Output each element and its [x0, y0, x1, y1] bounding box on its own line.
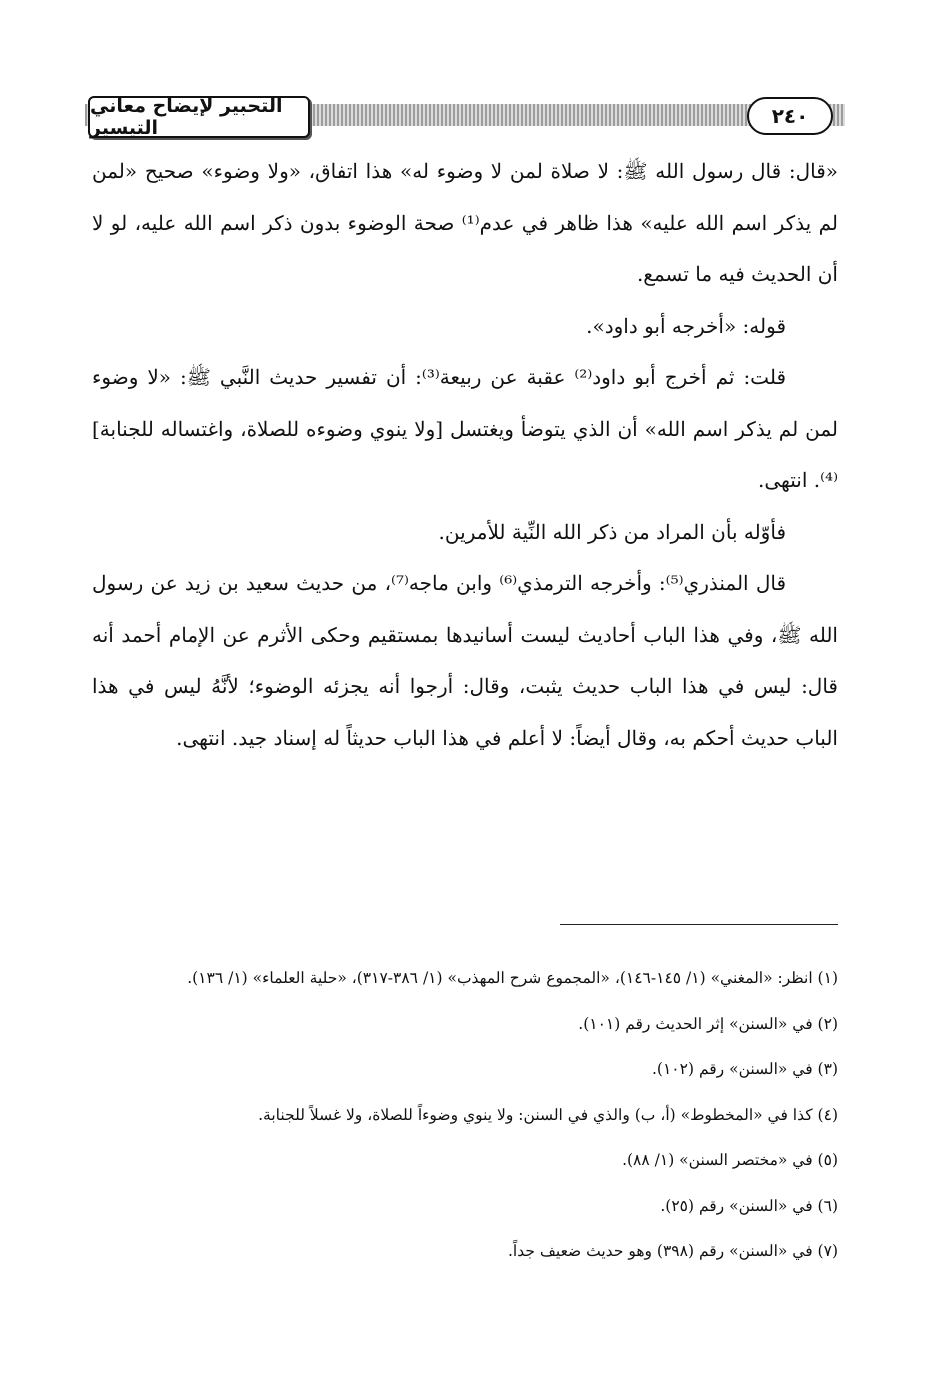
footnotes — [92, 956, 838, 1275]
footnote-1: (١) انظر: «المغني» (١/ ١٤٥-١٤٦)، «المجموع شرح المهذب» (١/ ٣٨٦-٣١٧)، «حلية العلماء» (١/ ١٣٦). — [187, 969, 838, 987]
page-number: ٢٤٠ — [747, 97, 833, 135]
footnote-2: (٢) في «السنن» إثر الحديث رقم (١٠١). — [578, 1014, 838, 1033]
main-text — [92, 146, 838, 764]
footnote-4: (٤) كذا في «المخطوط» (أ، ب) والذي في السنن: ولا ينوي وضوءاً للصلاة، ولا غسلاً للجنابة. — [258, 1105, 838, 1124]
paragraph-2: قوله: «أخرجه أبو داود». — [586, 313, 786, 338]
paragraph-4: فأوّله بأن المراد من ذكر الله النِّية للأمرين. — [438, 519, 786, 544]
footnote-6: (٦) في «السنن» رقم (٢٥). — [660, 1196, 838, 1215]
page-header — [85, 95, 845, 139]
footnote-3: (٣) في «السنن» رقم (١٠٢). — [652, 1060, 838, 1078]
footnote-7: (٧) في «السنن» رقم (٣٩٨) وهو حديث ضعيف جداً. — [507, 1242, 838, 1260]
book-title: التحبير لإيضاح معاني التيسير — [88, 96, 310, 138]
paragraph-5: قال المنذري⁽⁵⁾: وأخرجه الترمذي⁽⁶⁾ وابن ماجه⁽⁷⁾، من حديث سعيد بن زيد عن رسول الله ﷺ، وفي هذا الباب أحاديث ليست أسانيدها بمستقيم وحكى الأثرم عن الإمام أحمد أنه قال: ليس في هذا الباب حديث يثبت، وقال: أرجوا أنه يجزئه الوضوء؛ لأنَّهُ ليس في هذا الباب حديث أحكم به، وقال أيضاً: لا أعلم في هذا الباب حديثاً له إسناد جيد. انتهى. — [92, 571, 838, 750]
footnote-separator — [560, 924, 838, 925]
paragraph-3: قلت: ثم أخرج أبو داود⁽²⁾ عقبة عن ربيعة⁽³⁾: أن تفسير حديث النَّبي ﷺ: «لا وضوء لمن لم يذكر اسم الله» أن الذي يتوضأ ويغتسل [ولا ينوي وضوءه للصلاة، واغتساله للجنابة]⁽⁴⁾. انتهى. — [92, 365, 838, 492]
footnote-5: (٥) في «مختصر السنن» (١/ ٨٨). — [622, 1151, 838, 1169]
paragraph-1: «قال: قال رسول الله ﷺ: لا صلاة لمن لا وضوء له» هذا اتفاق، «ولا وضوء» صحيح «لمن لم يذكر اسم الله عليه» هذا ظاهر في عدم⁽¹⁾ صحة الوضوء بدون ذكر اسم الله عليه، لو لا أن الحديث فيه ما تسمع. — [92, 159, 838, 286]
